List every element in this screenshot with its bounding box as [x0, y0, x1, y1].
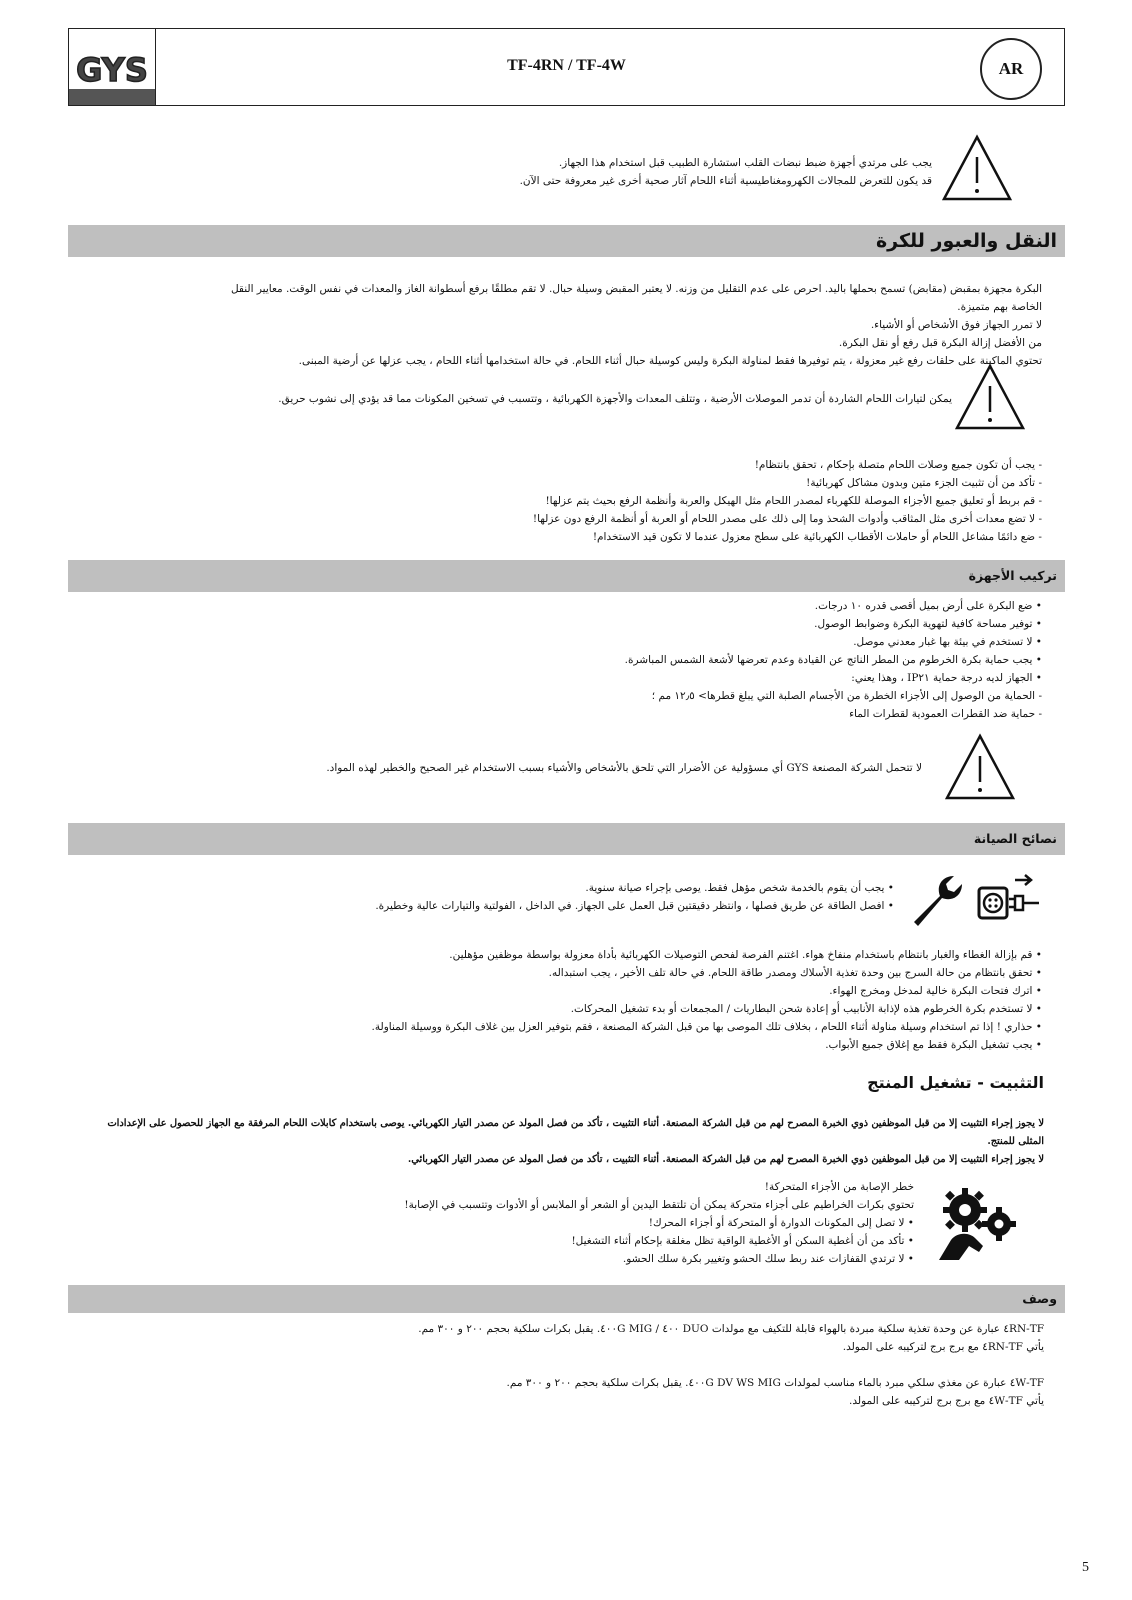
section-header-maintenance: نصائح الصيانة [68, 823, 1065, 855]
svg-text:GYS: GYS [76, 51, 148, 89]
gear-hand-icon [935, 1180, 1027, 1264]
install-warning-text: لا تتحمل الشركة المصنعة GYS أي مسؤولية عن الأضرار التي تلحق بالأشخاص والأشياء بسبب الاستخدام غير الصحيح والخطير لهذه المواد. [326, 762, 922, 774]
language-badge: AR [980, 38, 1042, 100]
page-number: 5 [1082, 1560, 1089, 1575]
moving-parts-warning: خطر الإصابة من الأجزاء المتحركة! تحتوي بكرات الخراطيم على أجزاء متحركة يمكن أن تلتقط اليدين أو الشعر أو الملابس أو الأدوات وتتسبب في الإصابة! • لا تصل إلى المكونات الدوارة أو المتحركة أو أجزاء المحرك! • تأكد من أن أغطية السكن أو الأغطية الواقية تظل مغلقة بإحكام أثناء التشغيل! • لا ترتدي القفازات عند ربط سلك الحشو وتغيير بكرة سلك الحشو. [404, 1181, 914, 1265]
setup-paragraph-2: لا يجوز إجراء التثبيت إلا من قبل الموظفين ذوي الخبرة المصرح لهم من قبل الشركة المصنعة. أثناء التثبيت ، تأكد من فصل المولد عن مصدر التيار الكهربائي. [407, 1154, 1044, 1165]
description-tf4rn: TF-٤RN عبارة عن وحدة تغذية سلكية مبردة بالهواء قابلة للتكيف مع مولدات DUO ٤٠٠ / ٤٠٠G MIG. يقبل بكرات سلكية بحجم ٢٠٠ و ٣٠٠ مم. يأتي TF-٤RN مع برج برج لتركيبه على المولد. [418, 1323, 1044, 1353]
description-tf4w: TF-٤W عبارة عن مغذي سلكي مبرد بالماء مناسب لمولدات ٤٠٠G DV WS MIG. يقبل بكرات سلكية بحجم ٢٠٠ و ٣٠٠ مم. يأتي TF-٤W مع برج برج لتركيبه على المولد. [506, 1377, 1044, 1407]
transport-dash-list: - يجب أن تكون جميع وصلات اللحام متصلة بإحكام ، تحقق بانتظام! - تأكد من أن تثبيت الجزء متين وبدون مشاكل كهربائية! - قم بربط أو تعليق جميع الأجزاء الموصلة للكهرباء لمصدر اللحام مثل الهيكل والعربة وأنظمة الرفع بحيث يتم عزلها! - لا تضع معدات أخرى مثل المثاقب وأدوات الشحذ وما إلى ذلك على مصدر اللحام أو العربة أو أنظمة الرفع دون عزلها! - ضع دائمًا مشاعل اللحام أو حاملات الأقطاب الكهربائية على سطح معزول عندما لا تكون قيد الاستخدام! [532, 459, 1042, 543]
warning-triangle-icon [940, 133, 1014, 203]
transport-warning-text: يمكن لتيارات اللحام الشاردة أن تدمر الموصلات الأرضية ، وتتلف المعدات والأجهزة الكهربائية ، وتتسبب في تسخين المكونات مما قد يؤدي إلى نشوب حريق. [278, 393, 952, 405]
section-header-setup: التثبيت - تشغيل المنتج [867, 1073, 1044, 1092]
section-header-description: وصف [68, 1285, 1065, 1313]
warning-top-text: يجب على مرتدي أجهزة ضبط نبضات القلب استشارة الطبيب قبل استخدام هذا الجهاز. قد يكون للتعرض للمجالات الكهرومغناطيسية أثناء اللحام آثار صحية أخرى غير معروفة حتى الآن. [519, 157, 932, 187]
transport-text: البكرة مجهزة بمقبض (مقابض) تسمح بحملها باليد. احرص على عدم التقليل من وزنه. لا يعتبر المقبض وسيلة حبال. لا تقم مطلقًا برفع أسطوانة الغاز والمعدات في نفس الوقت. معايير النقل الخاصة بهم متميزة. لا تمرر الجهاز فوق الأشخاص أو الأشياء. من الأفضل إزالة البكرة قبل رفع أو نقل البكرة. تحتوي الماكينة على حلقات رفع غير معزولة ، يتم توفيرها فقط لمناولة البكرة وليس كوسيلة حبال أثناء اللحام. في حالة استخدامها أثناء اللحام ، يجب عزلها عن أرضية المبنى. [230, 283, 1042, 367]
section-header-transport: النقل والعبور للكرة [68, 225, 1065, 257]
maintenance-box-text: • يجب أن يقوم بالخدمة شخص مؤهل فقط. يوصى بإجراء صيانة سنوية. • افصل الطاقة عن طريق فصلها ، وانتظر دقيقتين قبل العمل على الجهاز. في الداخل ، الفولتية والتيارات عالية وخطيرة. [375, 882, 894, 912]
wrench-icon [906, 870, 966, 930]
maintenance-list: • قم بإزالة الغطاء والغبار بانتظام باستخدام منفاخ هواء. اغتنم الفرصة لفحص التوصيلات الكهربائية بأداة معزولة بواسطة موظفين مؤهلين. • تحقق بانتظام من حالة السرج بين وحدة تغذية الأسلاك ومصدر طاقة اللحام. في حالة تلف الأخير ، يجب استبداله. • اترك فتحات البكرة خالية لمدخل ومخرج الهواء. • لا تستخدم بكرة الخرطوم هذه لإذابة الأنابيب أو إعادة شحن البطاريات / المجمعات أو بدء تشغيل المحركات. • حذاري ! إذا تم استخدام وسيلة مناولة أثناء اللحام ، بخلاف تلك الموصى بها من قبل الشركة المصنعة ، فقم بتوفير العزل بين غلاف البكرة ووسيلة المناولة. • يجب تشغيل البكرة فقط مع إغلاق جميع الأبواب. [371, 949, 1042, 1051]
setup-paragraph-1: لا يجوز إجراء التثبيت إلا من قبل الموظفين ذوي الخبرة المصرح لهم من قبل الشركة المصنعة. أثناء التثبيت ، تأكد من فصل المولد عن مصدر التيار الكهربائي. يوصى باستخدام كابلات اللحام المرفقة مع الجهاز للحصول على الإعدادات المثلى للمنتج. [107, 1118, 1044, 1147]
model-title: TF-4RN / TF-4W [507, 57, 626, 74]
document-header [68, 28, 1065, 106]
install-list: • ضع البكرة على أرض بميل أقصى قدره ١٠ درجات. • توفير مساحة كافية لتهوية البكرة وضوابط الوصول. • لا تستخدم في بيئة بها غبار معدني موصل. • يجب حماية بكرة الخرطوم من المطر الناتج عن القيادة وعدم تعرضها لأشعة الشمس المباشرة. • الجهاز لديه درجة حماية IP٢١ ، وهذا يعني: - الحماية من الوصول إلى الأجزاء الخطرة من الأجسام الصلبة التي يبلغ قطرها> ١٢٫٥ مم ؛ - حماية ضد القطرات العمودية لقطرات الماء [624, 600, 1042, 720]
section-header-install: تركيب الأجهزة [68, 560, 1065, 592]
warning-triangle-icon [953, 362, 1027, 432]
unplug-icon [975, 872, 1045, 924]
warning-triangle-icon [943, 732, 1017, 802]
